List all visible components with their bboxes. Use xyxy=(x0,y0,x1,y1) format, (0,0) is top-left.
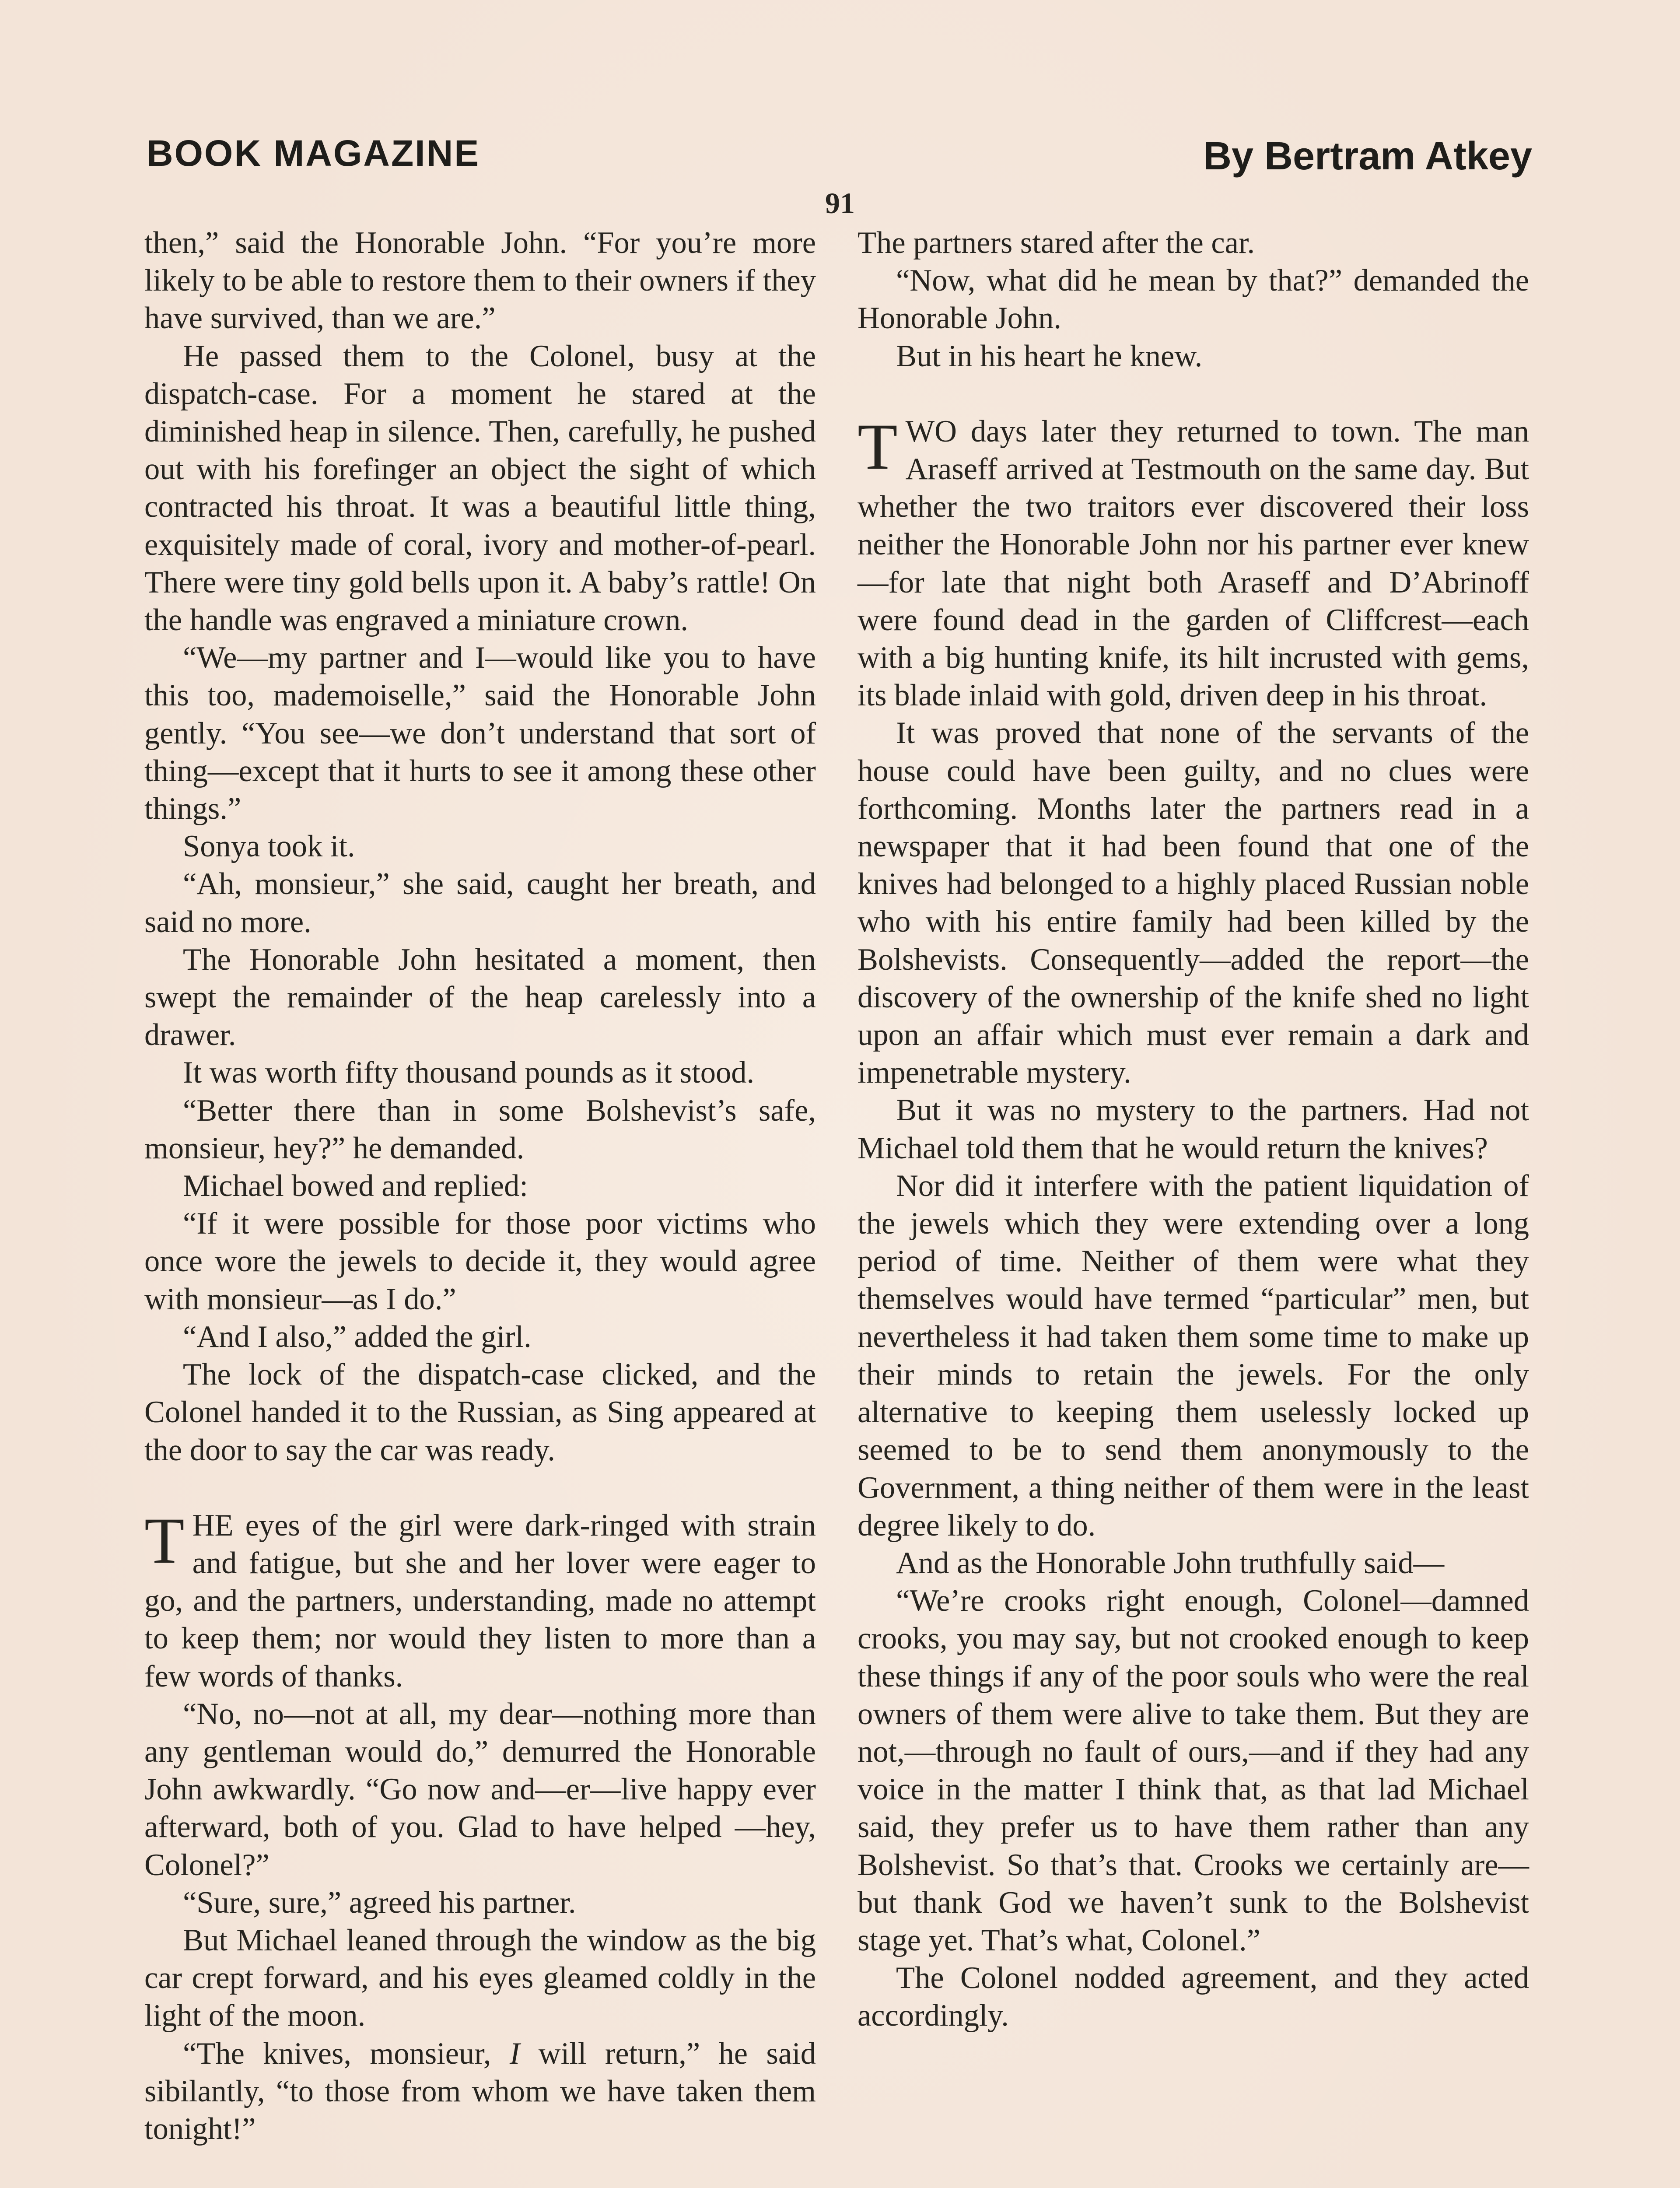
paragraph xyxy=(144,2035,816,2148)
right-column xyxy=(858,224,1529,2035)
paragraph: But in his heart he knew. xyxy=(896,339,1203,373)
paragraph: And as the Honorable John truthfully said— xyxy=(896,1546,1445,1580)
paragraph: “Now, what did he mean by that?” demanded the Honorable John. xyxy=(858,263,1529,336)
paragraph: Sonya took it. xyxy=(183,829,355,864)
paragraph: Nor did it interfere with the patient liquidation of the jewels which they were extending over a long period of time. Neither of them were what they themselves would have termed “particular” men, but nevertheless it had taken them some time to make up their minds to retain the jewels. For the only alternative to keeping them uselessly locked up seemed to be to send them anonymously to the Government, a thing neither of them were in the least degree likely to do. xyxy=(858,1168,1529,1543)
paragraph: He passed them to the Colonel, busy at the dispatch-case. For a moment he stared at the diminished heap in silence. Then, carefully, he pushed out with his forefinger an object the sight of which contracted his throat. It was a beautiful little thing, exquisitely made of coral, ivory and mother-of-pearl. There were tiny gold bells upon it. A baby’s rattle! On the handle was engraved a miniature crown. xyxy=(144,339,816,638)
paragraph: “We’re crooks right enough, Colonel—damned crooks, you may say, but not crooked enough to keep these things if any of the poor souls who were the real owners of them were alive to take them. But they are not,—through no fault of ours,—and if they had any voice in the matter I think that, as that lad Michael said, they prefer us to have them rather than any Bolshevist. So that’s that. Crooks we certainly are—but thank God we haven’t sunk to the Bolshevist stage yet. That’s what, Colonel.” xyxy=(858,1584,1529,1957)
paragraph: “We—my partner and I—would like you to have this too, mademoiselle,” said the Honorable John gently. “You see—we don’t understand that sort of thing—except that it hurts to see it among these other things.” xyxy=(144,641,816,826)
paragraph: “Sure, sure,” agreed his partner. xyxy=(183,1885,576,1920)
paragraph: “If it were possible for those poor victims who once wore the jewels to decide it, they would agree with monsieur—as I do.” xyxy=(144,1206,816,1316)
paragraph: The lock of the dispatch-case clicked, and the Colonel handed it to the Russian, as Sing appeared at the door to say the car was ready. xyxy=(144,1357,816,1467)
paragraph-text: WO days later they returned to town. The man Araseff arrived at Testmouth on the same day. But whether the two traitors ever discovered their loss neither the Honorable John nor his partner ever knew—for late that night both Araseff and D’Abrinoff were found dead in the garden of Cliffcrest—each with a big hunting knife, its hilt incrusted with gems, its blade inlaid with gold, driven deep in his throat. xyxy=(858,414,1529,713)
paragraph: But it was no mystery to the partners. Had not Michael told them that he would return the knives? xyxy=(858,1093,1529,1165)
paragraph: The Colonel nodded agreement, and they acted accordingly. xyxy=(858,1961,1529,2033)
drop-cap: T xyxy=(144,1504,185,1577)
paragraph-text: HE eyes of the girl were dark-ringed with strain and fatigue, but she and her lover were eager to go, and the partners, understanding, made no attempt to keep them; nor would they listen to more than a few words of thanks. xyxy=(144,1508,816,1694)
paragraph: But Michael leaned through the window as the big car crept forward, and his eyes gleamed coldly in the light of the moon. xyxy=(144,1923,816,2033)
paragraph: “No, no—not at all, my dear—nothing more than any gentleman would do,” demurred the Honorable John awkwardly. “Go now and—er—live happy ever afterward, both of you. Glad to have helped —hey, Colonel?” xyxy=(144,1697,816,1882)
italic-word: I xyxy=(509,2036,520,2071)
drop-cap: T xyxy=(858,410,898,483)
paragraph: “Better there than in some Bolshevist’s safe, monsieur, hey?” he demanded. xyxy=(144,1093,816,1165)
paragraph: Michael bowed and replied: xyxy=(183,1169,528,1203)
paragraph: “Ah, monsieur,” she said, caught her breath, and said no more. xyxy=(144,867,816,939)
paragraph-text: will return,” he said sibilantly, “to those from whom we have taken them tonight!” xyxy=(144,2036,816,2146)
magazine-title: BOOK MAGAZINE xyxy=(147,133,480,174)
paragraph: It was worth fifty thousand pounds as it stood. xyxy=(183,1055,755,1090)
section-opening-paragraph xyxy=(858,410,1529,715)
left-column xyxy=(144,224,816,2148)
paragraph: The Honorable John hesitated a moment, then swept the remainder of the heap carelessly into a drawer. xyxy=(144,942,816,1052)
paragraph: then,” said the Honorable John. “For you’re more likely to be able to restore them to their owners if they have survived, than we are.” xyxy=(144,226,816,336)
paragraph-text: “The knives, monsieur, xyxy=(183,2036,510,2071)
paragraph: The partners stared after the car. xyxy=(858,226,1255,260)
paragraph: It was proved that none of the servants of the house could have been guilty, and no clues were forthcoming. Months later the partners read in a newspaper that it had been found that one of the knives had belonged to a highly placed Russian noble who with his entire family had been killed by the Bolshevists. Consequently—added the report—the discovery of the ownership of the knife shed no light upon an affair which must ever remain a dark and impenetrable mystery. xyxy=(858,716,1529,1090)
author-byline: By Bertram Atkey xyxy=(1203,134,1532,178)
page-number: 91 xyxy=(825,186,855,220)
section-opening-paragraph xyxy=(144,1504,816,1695)
paragraph: “And I also,” added the girl. xyxy=(183,1319,532,1354)
